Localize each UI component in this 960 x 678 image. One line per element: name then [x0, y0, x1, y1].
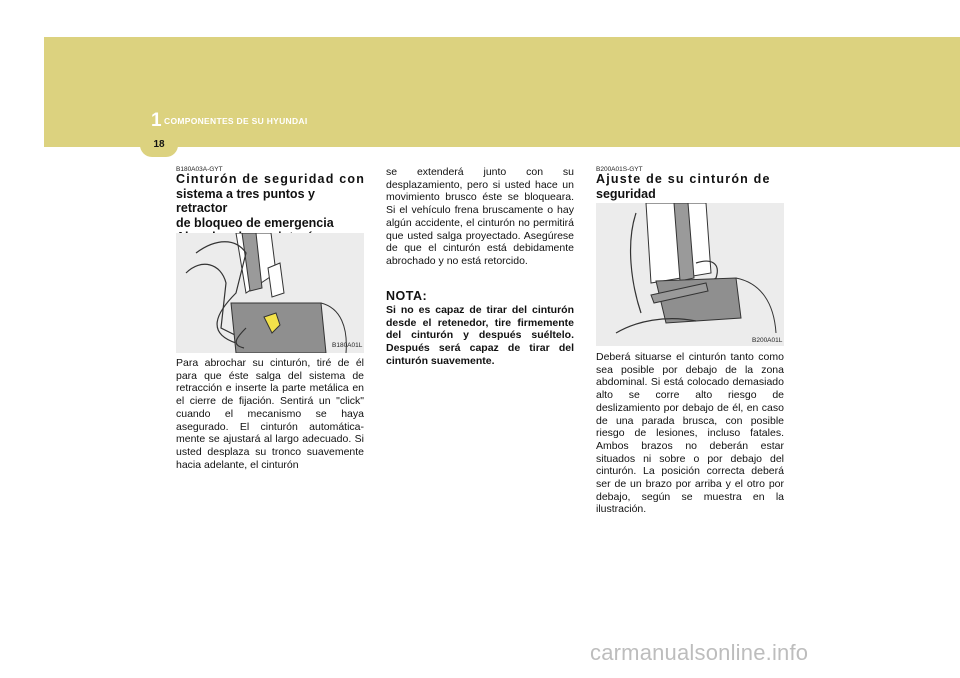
figure-adjusting-belt: [596, 203, 784, 346]
heading-line: seguridad: [596, 186, 656, 201]
watermark-text: carmanualsonline.info: [590, 640, 809, 665]
page-number: 18: [153, 139, 165, 150]
figure-fastening-belt: [176, 233, 364, 353]
paragraph-left: Para abrochar su cinturón, tiré de él para que éste salga del sistema de retracción e inserte la parte metálica en el cierre de fijación. Sentirá un "click" cuando el mecanismo se haya asegurado. El cinturón automática-mente se ajustará al largo adecuado. Si usted desplaza su tronco suavemente hacia adelante, el cinturón: [176, 357, 364, 471]
note-text: Si no es capaz de tirar del cinturón desde el retenedor, tire firmemente del cinturón y después suéltelo. Después será capaz de tirar del cinturón suavemente.: [386, 304, 574, 367]
paragraph-middle: se extenderá junto con su desplazamiento, pero si usted hace un movimiento brusco éste se bloqueara. Si el vehículo frena bruscamente o hay algún accidente, el cinturón no permitirá que usted salga proyectado. Asegúrese de que el cinturón está debidamente abrochado y no está retorcido.: [386, 166, 574, 267]
header-band: [44, 37, 960, 147]
figure-label: B180A01L: [332, 342, 363, 349]
heading-line: de bloqueo de emergencia: [176, 215, 334, 230]
chapter-title: COMPONENTES DE SU HYUNDAI: [164, 116, 308, 126]
seatbelt-fasten-illustration: [176, 233, 364, 353]
seatbelt-adjust-illustration: [596, 203, 784, 346]
chapter-number: 1: [151, 110, 162, 131]
heading-line: Cinturón de seguridad con: [176, 172, 366, 186]
section-code-left: B180A03A-GYT: [176, 166, 223, 173]
paragraph-right: Deberá situarse el cinturón tanto como sea posible por debajo de la zona abdominal. Si está colocado demasiado alto se corre alto riesgo de deslizamiento por debajo de él, en caso de una parada brusca, con posible riesgo de lesiones, incluso fatales. Ambos brazos no deberán estar situados ni sobre o por debajo del cinturón. La posición correcta deberá ser de un brazo por arriba y el otro por debajo, según se muestra en la ilustración.: [596, 351, 784, 516]
heading-line: sistema a tres puntos y retractor: [176, 186, 315, 215]
heading-line: Ajuste de su cinturón de: [596, 172, 771, 186]
note-title: NOTA:: [386, 289, 428, 303]
figure-label: B200A01L: [752, 337, 783, 344]
section-heading-right: [596, 172, 788, 201]
section-code-right: B200A01S-GYT: [596, 166, 643, 173]
